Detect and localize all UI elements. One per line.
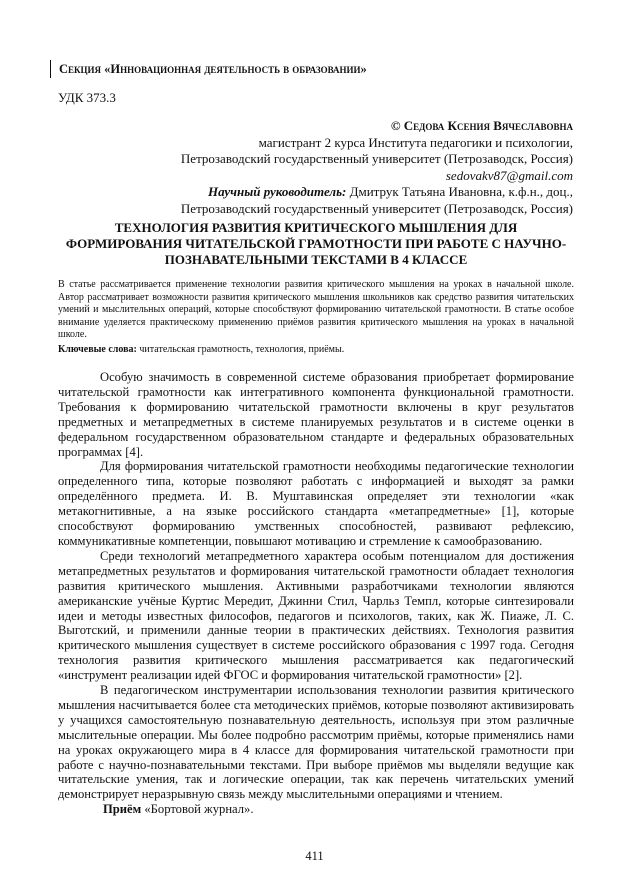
section-header: Секция «Инновационная деятельность в образовании» [50,60,367,78]
body-paragraph: Для формирования читательской грамотности необходимы педагогические технологии определенного типа, которые позволяют работать с информацией и выходят за рамки определённого предмета. И. В. Муштавинская определяет эти технологии «как метакогнитивные, а на языке российского стандарта «метапредметные» [1], которые способствуют формированию умственных способностей, развивают рефлексию, коммуникативные компетенции, повышают мотивацию и стремление к самообразованию. [58,459,574,548]
keywords-text: читательская грамотность, технология, приёмы. [136,344,345,355]
body-paragraph: Среди технологий метапредметного характера особым потенциалом для достижения метапредметных результатов и формирования читательской грамотности обладает технология развития критического мышления. Активными разработчиками технологии являются американские учёные Куртис Мередит, Джинни Стил, Чарльз Темпл, которые синтезировали идеи и методы известных философов, педагогов и психологов, таких, как Ж. Пиаже, Л. С. Выготский, и применили данные теории в практических действиях. Технология развития критического мышления существует в системе российского образования с 1997 года. Сегодня технология развития критического мышления рассматривается как педагогический «инструмент реализации идей ФГОС и формирования читательской грамотности» [2]. [58,548,574,683]
author-name: © Седова Ксения Вячеславовна [390,118,573,133]
body-paragraph: В педагогическом инструментарии использования технологии развития критического мышления насчитывается более ста методических приёмов, которые позволяют активизировать у учащихся самостоятельную познавательную деятельность, используя при этом различные мыслительные операции. Мы более подробно рассмотрим приёмы, которые применялись нами на уроках окружающего мира в 4 классе для формирования читательской грамотности при работе с научно-познавательными текстами. При выборе приёмов мы выделяли ведущие как читательские умения, так и логические операции, так как перечень читательских умений демонстрирует неразрывную связь между мыслительными операциями и чтением. [58,683,574,802]
title-line-3: ПОЗНАВАТЕЛЬНЫМИ ТЕКСТАМИ В 4 КЛАССЕ [164,252,468,267]
author-position: магистрант 2 курса Института педагогики и психологии, [258,134,573,150]
article-body [58,370,574,817]
title-line-2: ФОРМИРОВАНИЯ ЧИТАТЕЛЬСКОЙ ГРАМОТНОСТИ ПРИ РАБОТЕ С НАУЧНО- [65,236,567,251]
technique-heading [58,802,574,817]
title-line-1: ТЕХНОЛОГИЯ РАЗВИТИЯ КРИТИЧЕСКОГО МЫШЛЕНИЯ ДЛЯ [114,220,518,235]
supervisor-name: Дмитрук Татьяна Ивановна, к.ф.н., доц., [346,184,573,199]
supervisor-label: Научный руководитель: [207,184,347,199]
supervisor-line [53,184,573,201]
author-block [53,118,573,217]
body-paragraph: Особую значимость в современной системе образования приобретает формирование читательской грамотности как интегративного компонента функциональной грамотности. Требования к формированию читательской грамотности включены в круг результатов предметных и метапредметных в системе планируемых результатов и в системе оценки в федеральном государственном образовательном стандарте и федеральных образовательных программах [4]. [58,370,574,459]
page-number: 411 [305,849,324,863]
author-email[interactable]: sedovakv87@gmail.com [445,167,573,183]
article-title [58,220,574,268]
keywords [58,344,574,356]
author-affiliation: Петрозаводский государственный университет (Петрозаводск, Россия) [180,151,573,166]
keywords-label: Ключевые слова: [58,344,137,355]
supervisor-affiliation: Петрозаводский государственный университет (Петрозаводск, Россия) [180,200,573,216]
technique-name: «Бортовой журнал». [141,802,254,817]
udk-code: УДК 373.3 [58,90,116,105]
abstract: В статье рассматривается применение технологии развития критического мышления на уроках в начальной школе. Автор рассматривает возможности развития критического мышления школьников как средство развития читательских умений и мыслительных операций, которые способствуют формированию читательской грамотности. В статье особое внимание уделяется практическому применению приёмов развития критического мышления на уроках в начальной школе. [58,279,574,341]
technique-label: Приём [103,802,142,817]
